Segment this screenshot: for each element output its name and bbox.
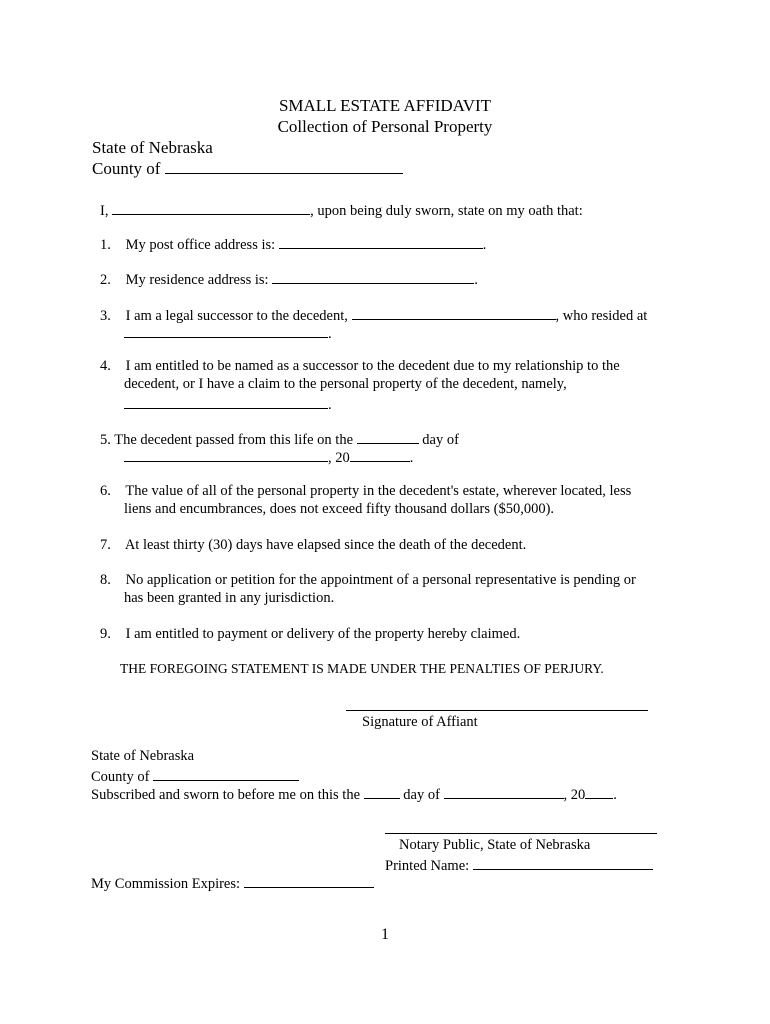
notary-title: Notary Public, State of Nebraska: [399, 837, 591, 853]
item-2: [100, 269, 478, 289]
intro-prefix: I,: [100, 203, 109, 219]
item-7-number: 7.: [100, 537, 111, 553]
item-9-number: 9.: [100, 626, 111, 642]
item-8-line-1: No application or petition for the appointment of a personal representative is pending or: [125, 572, 636, 588]
perjury-statement: THE FOREGOING STATEMENT IS MADE UNDER THE PENALTIES OF PERJURY.: [120, 661, 604, 676]
county-line: [92, 159, 403, 179]
state-label: State of Nebraska: [92, 138, 213, 157]
death-month-field[interactable]: [124, 447, 328, 462]
printed-name-label: Printed Name:: [385, 858, 470, 874]
notary-state-label: State of Nebraska: [91, 748, 195, 764]
county-label: County of: [92, 159, 161, 178]
item-4-line-2: decedent, or I have a claim to the personal property of the decedent, namely,: [124, 376, 567, 392]
item-1: [100, 234, 486, 254]
sworn-day-of: day of: [403, 787, 440, 803]
item-3-end: .: [328, 326, 332, 342]
document-subtitle: Collection of Personal Property: [277, 117, 493, 136]
item-2-number: 2.: [100, 272, 111, 288]
item-1-end: .: [482, 237, 487, 253]
item-4: [100, 358, 620, 375]
item-5-line-2: [124, 447, 413, 467]
relationship-field[interactable]: [124, 394, 328, 409]
sworn-year-prefix: , 20: [563, 787, 586, 803]
item-8-line-2: has been granted in any jurisdiction.: [124, 590, 335, 606]
item-6-line-2: liens and encumbrances, does not exceed fifty thousand dollars ($50,000).: [124, 501, 555, 517]
item-3-line-2: [124, 323, 332, 343]
item-3: [100, 305, 647, 325]
commission-label: My Commission Expires:: [91, 876, 241, 892]
commission-expiry-field[interactable]: [244, 873, 374, 888]
notary-signature-line[interactable]: [385, 833, 657, 834]
item-4-end: .: [328, 397, 332, 413]
sworn-month-field[interactable]: [444, 784, 564, 799]
document-title: SMALL ESTATE AFFIDAVIT: [278, 96, 492, 115]
notary-county-field[interactable]: [153, 766, 299, 781]
item-6-number: 6.: [100, 483, 111, 499]
item-9: [100, 626, 520, 643]
notary-county-line: [91, 766, 299, 786]
item-2-end: .: [474, 272, 478, 288]
item-6-line-1: The value of all of the personal property in the decedent's estate, wherever located, less: [125, 483, 632, 499]
sworn-prefix: Subscribed and sworn to before me on this the: [91, 787, 361, 803]
item-3-number: 3.: [100, 308, 111, 324]
item-7-text: At least thirty (30) days have elapsed since the death of the decedent.: [124, 537, 527, 553]
item-8: [100, 572, 636, 589]
item-4-number: 4.: [100, 358, 111, 374]
item-1-text: My post office address is:: [125, 237, 276, 253]
signature-label: Signature of Affiant: [362, 714, 478, 730]
post-office-address-field[interactable]: [279, 234, 483, 249]
page-number: 1: [381, 926, 389, 943]
item-5-end: .: [409, 450, 414, 466]
decedent-name-field[interactable]: [352, 305, 556, 320]
residence-address-field[interactable]: [272, 269, 474, 284]
printed-name-field[interactable]: [473, 855, 653, 870]
item-5-number: 5.: [100, 432, 111, 448]
intro-suffix: , upon being duly sworn, state on my oath that:: [310, 203, 583, 219]
item-3-mid: , who resided at: [555, 308, 648, 324]
notary-county-label: County of: [91, 769, 150, 785]
affiant-name-field[interactable]: [112, 200, 310, 215]
item-5-mid: day of: [422, 432, 459, 448]
item-3-text: I am a legal successor to the decedent,: [125, 308, 348, 324]
item-6: [100, 483, 631, 500]
item-7: [100, 537, 526, 554]
item-5-year: , 20: [328, 450, 350, 466]
commission-line: [91, 873, 374, 893]
item-8-number: 8.: [100, 572, 111, 588]
item-5: [100, 429, 459, 449]
sworn-day-field[interactable]: [364, 784, 400, 799]
county-field[interactable]: [165, 159, 403, 174]
item-4-line-3: [124, 394, 332, 414]
decedent-residence-field[interactable]: [124, 323, 328, 338]
item-4-line-1: I am entitled to be named as a successor to the decedent due to my relationship to the: [125, 358, 620, 374]
printed-name-line: [385, 855, 653, 875]
sworn-end: .: [613, 787, 617, 803]
signature-line[interactable]: [346, 710, 648, 711]
item-2-text: My residence address is:: [125, 272, 269, 288]
item-5-text: The decedent passed from this life on the: [114, 432, 354, 448]
sworn-line: [91, 784, 617, 804]
item-9-text: I am entitled to payment or delivery of the property hereby claimed.: [125, 626, 521, 642]
intro-line: [100, 200, 583, 220]
death-day-field[interactable]: [357, 429, 419, 444]
sworn-year-field[interactable]: [585, 784, 613, 799]
death-year-field[interactable]: [350, 447, 410, 462]
item-1-number: 1.: [100, 237, 111, 253]
